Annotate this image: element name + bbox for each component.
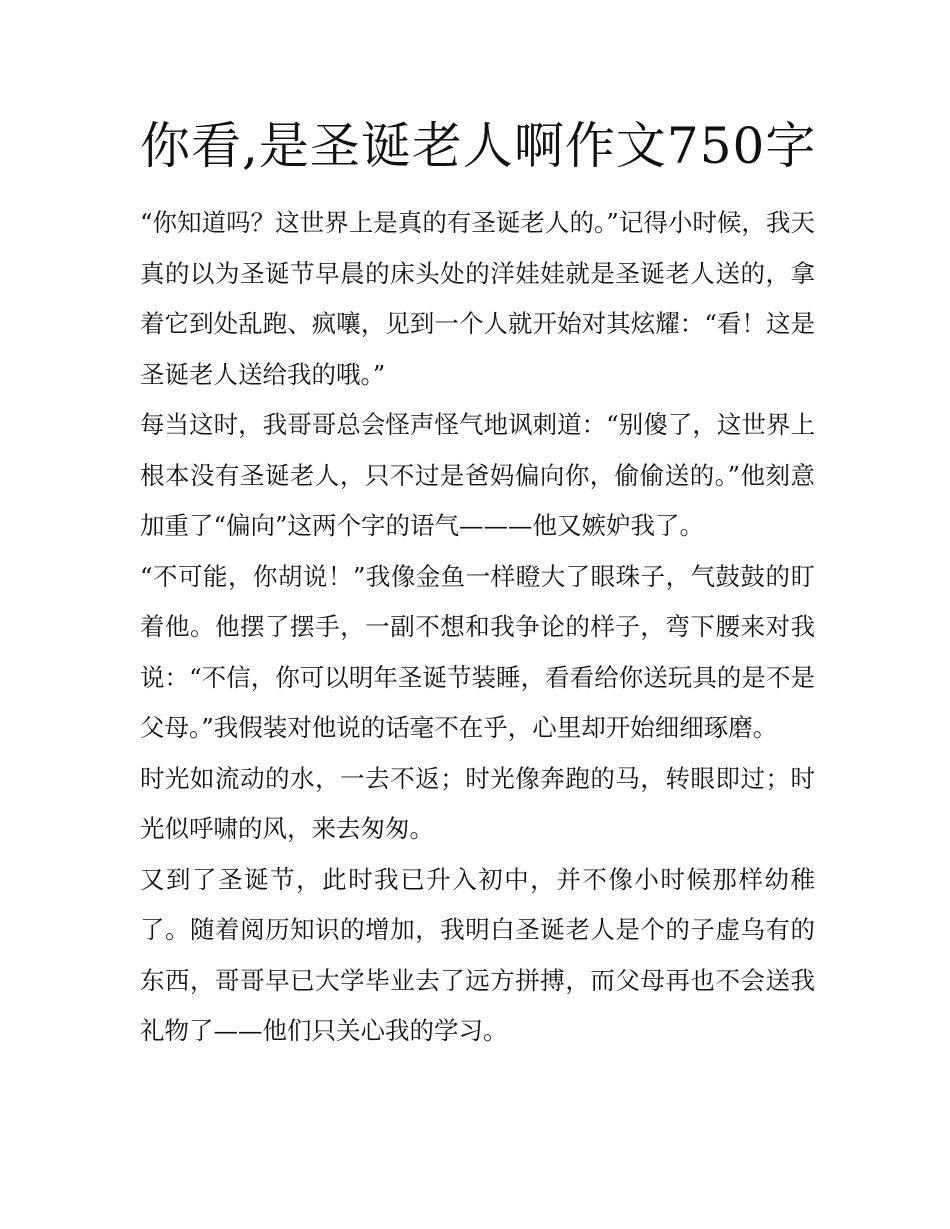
paragraph-1: “你知道吗？这世界上是真的有圣诞老人的。”记得小时候，我天真的以为圣诞节早晨的床头处的洋娃娃就是圣诞老人送的，拿着它到处乱跑、疯嚷，见到一个人就开始对其炫耀：“看！这是圣诞老人送给我的哦。” (140, 208, 815, 389)
document-title: 你看,是圣诞老人啊作文750字 (140, 117, 817, 175)
paragraph-3: “不可能，你胡说！”我像金鱼一样瞪大了眼珠子，气鼓鼓的盯着他。他摆了摆手，一副不想和我争论的样子，弯下腰来对我说：“不信，你可以明年圣诞节装睡，看看给你送玩具的是不是父母。”我假装对他说的话毫不在乎，心里却开始细细琢磨。 (140, 561, 815, 742)
paragraph-2: 每当这时，我哥哥总会怪声怪气地讽刺道：“别傻了，这世界上根本没有圣诞老人，只不过是爸妈偏向你，偷偷送的。”他刻意加重了“偏向”这两个字的语气———他又嫉妒我了。 (140, 410, 815, 540)
document-page (140, 112, 815, 1057)
paragraph-4: 时光如流动的水，一去不返；时光像奔跑的马，转眼即过；时光似呼啸的风，来去匆匆。 (140, 763, 815, 843)
paragraph-5: 又到了圣诞节，此时我已升入初中，并不像小时候那样幼稚了。随着阅历知识的增加，我明白圣诞老人是个的子虚乌有的东西，哥哥早已大学毕业去了远方拼搏，而父母再也不会送我礼物了——他们只关心我的学习。 (140, 864, 815, 1045)
